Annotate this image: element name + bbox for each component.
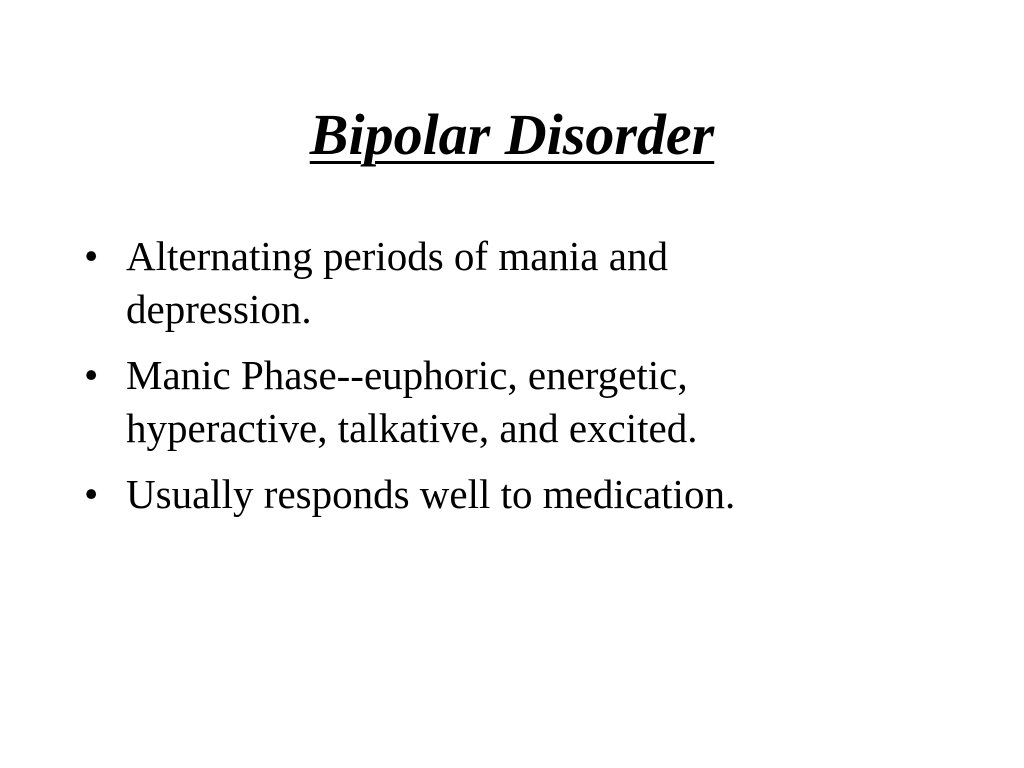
bullet-icon: • bbox=[84, 233, 99, 279]
bullet-text: Manic Phase--euphoric, energetic, hyperactive, talkative, and excited. bbox=[126, 352, 698, 451]
slide-title: Bipolar Disorder bbox=[309, 102, 715, 167]
bullet-text: Alternating periods of mania and depression. bbox=[126, 233, 668, 332]
bullet-item bbox=[84, 230, 844, 336]
bullet-item bbox=[84, 468, 844, 521]
bullet-icon: • bbox=[84, 471, 99, 517]
bullet-icon: • bbox=[84, 352, 99, 398]
bullet-list bbox=[84, 230, 844, 534]
bullet-item bbox=[84, 349, 844, 455]
bullet-text: Usually responds well to medication. bbox=[126, 471, 736, 517]
